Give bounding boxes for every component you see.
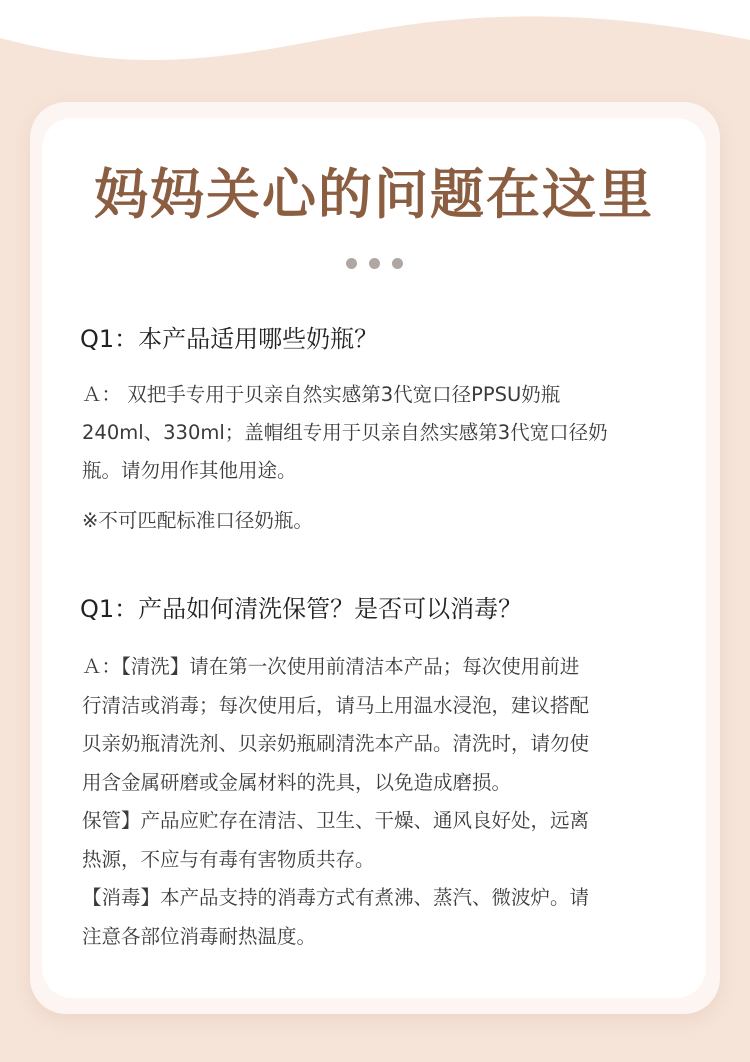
answer-line: Ａ：【清洗】请在第一次使用前清洁本产品；每次使用前进	[82, 655, 580, 678]
faq-content	[42, 118, 706, 998]
faq-question-1: Q1：本产品适用哪些奶瓶？	[80, 325, 379, 353]
answer-line: 【消毒】本产品支持的消毒方式有煮沸、蒸汽、微波炉。请	[82, 886, 590, 909]
answer-line: 保管】产品应贮存在清洁、卫生、干燥、通风良好处，远离	[82, 809, 590, 832]
faq-note-1	[82, 502, 692, 540]
divider-dot	[392, 258, 403, 269]
faq-answer-2	[82, 648, 692, 956]
answer-line: 注意各部位消毒耐热温度。	[82, 924, 317, 948]
note-line: ※不可匹配标准口径奶瓶。	[82, 509, 313, 532]
divider-dot	[346, 258, 357, 269]
dots-divider	[42, 258, 706, 269]
answer-line: 瓶。请勿用作其他用途。	[82, 459, 297, 482]
answer-line: 热源，不应与有毒有害物质共存。	[82, 847, 375, 871]
answer-line: 用含金属研磨或金属材料的洗具，以免造成磨损。	[82, 770, 512, 794]
page-title: 妈妈关心的问题在这里	[94, 163, 654, 226]
answer-line: Ａ： 双把手专用于贝亲自然实感第3代宽口径PPSU奶瓶	[82, 383, 561, 406]
answer-line: 贝亲奶瓶清洗剂、贝亲奶瓶刷清洗本产品。清洗时，请勿使	[82, 732, 590, 755]
divider-dot	[369, 258, 380, 269]
answer-line: 240ml、330ml；盖帽组专用于贝亲自然实感第3代宽口径奶	[82, 421, 608, 444]
faq-answer-1	[82, 376, 692, 490]
faq-question-2: Q1：产品如何清洗保管？是否可以消毒？	[80, 595, 523, 623]
answer-line: 行清洁或消毒；每次使用后，请马上用温水浸泡，建议搭配	[82, 693, 590, 717]
